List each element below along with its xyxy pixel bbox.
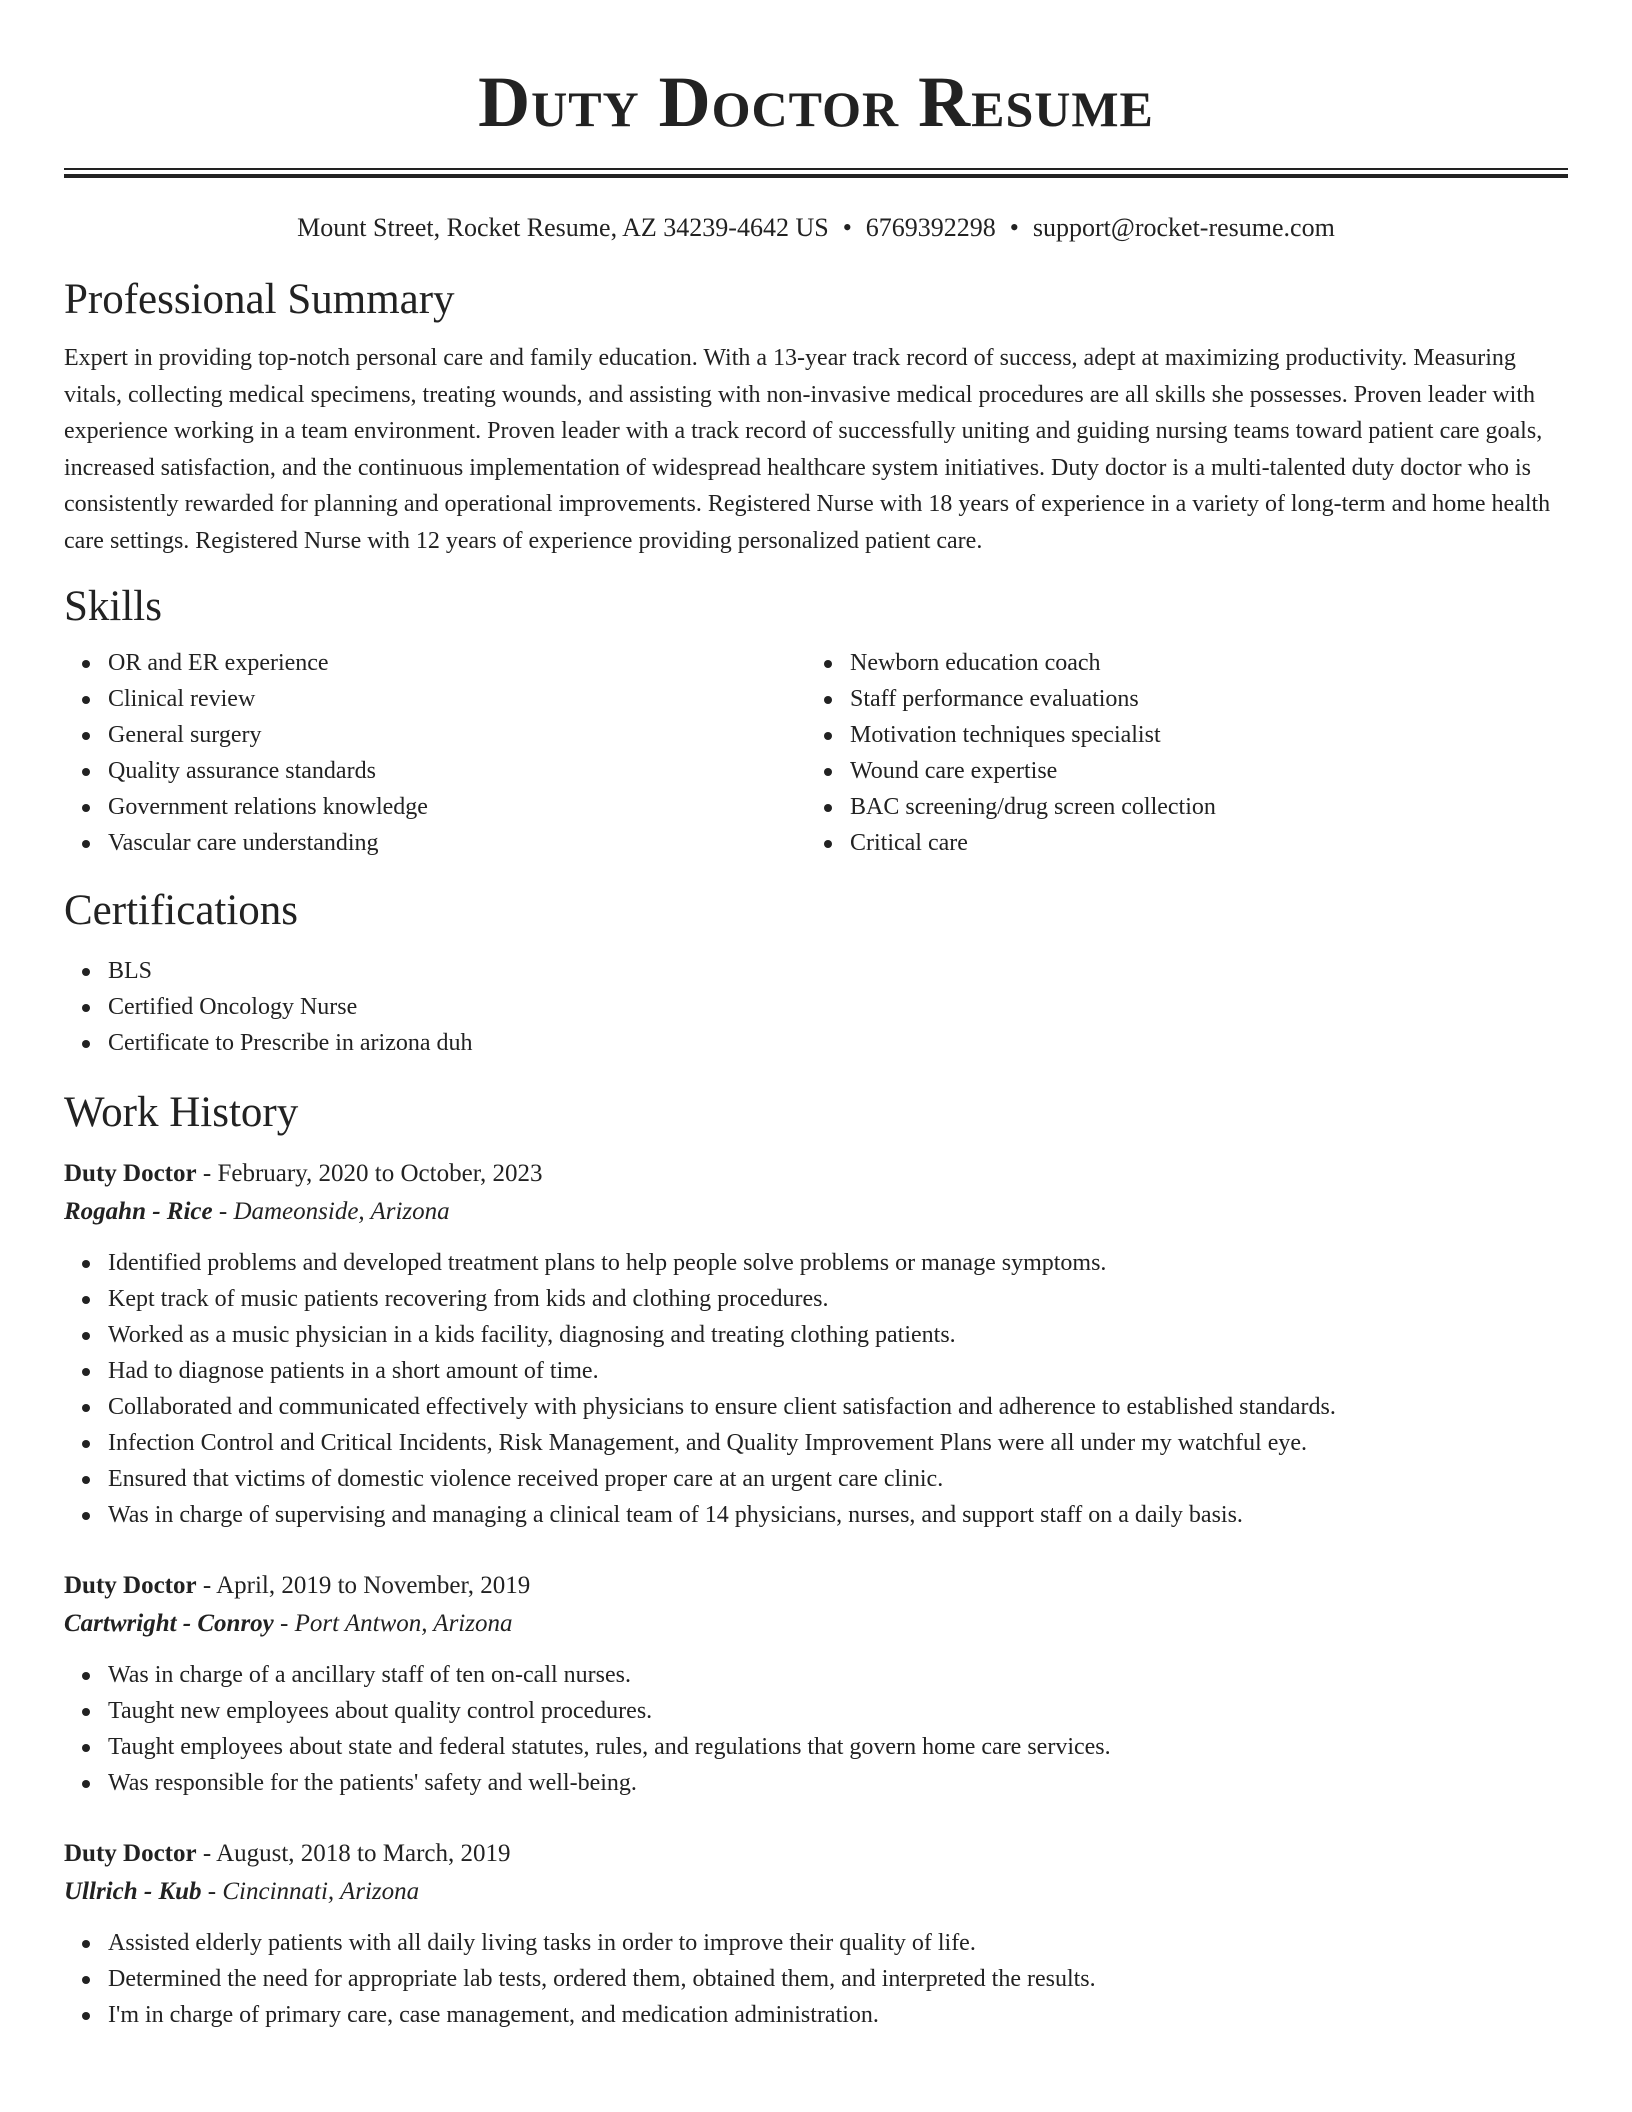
skill-item: Critical care: [850, 825, 1548, 861]
certification-item: Certified Oncology Nurse: [108, 989, 1568, 1025]
job-header: Duty Doctor - April, 2019 to November, 2019: [64, 1572, 531, 1599]
job-dates: August, 2018 to March, 2019: [216, 1840, 511, 1867]
job-bullet: Infection Control and Critical Incidents, Risk Management, and Quality Improvement Plans were all under my watchful eye.: [108, 1425, 1568, 1461]
job-bullet: Was responsible for the patients' safety and well-being.: [108, 1765, 1568, 1801]
contact-line: [64, 212, 1568, 244]
job-company: Ullrich - Kub: [64, 1878, 202, 1905]
skills-left-list: [64, 645, 806, 861]
job-role: Duty Doctor: [64, 1840, 197, 1867]
job-bullet: Was in charge of supervising and managing a clinical team of 14 physicians, nurses, and support staff on a daily basis.: [108, 1497, 1568, 1533]
job-company-line: Cartwright - Conroy - Port Antwon, Arizona: [64, 1610, 513, 1637]
job-bullets: [64, 1245, 1568, 1533]
contact-phone: 6769392298: [865, 213, 996, 242]
job-bullet: Identified problems and developed treatment plans to help people solve problems or manage symptoms.: [108, 1245, 1568, 1281]
summary-heading: Professional Summary: [64, 276, 455, 323]
skill-item: Staff performance evaluations: [850, 681, 1548, 717]
job-bullet: Worked as a music physician in a kids facility, diagnosing and treating clothing patients.: [108, 1317, 1568, 1353]
job-header: Duty Doctor - August, 2018 to March, 2019: [64, 1840, 511, 1867]
job-bullet: Kept track of music patients recovering from kids and clothing procedures.: [108, 1281, 1568, 1317]
title-divider: [64, 168, 1568, 178]
skill-item: BAC screening/drug screen collection: [850, 789, 1548, 825]
job-bullet: Determined the need for appropriate lab tests, ordered them, obtained them, and interpreted the results.: [108, 1961, 1568, 1997]
job-entry: [64, 1567, 1568, 1801]
skill-item: Wound care expertise: [850, 753, 1548, 789]
job-bullet: Taught employees about state and federal statutes, rules, and regulations that govern home care services.: [108, 1729, 1568, 1765]
contact-email: support@rocket-resume.com: [1032, 213, 1335, 242]
skills-right-column: [806, 645, 1548, 861]
resume-page: [64, 0, 1568, 2033]
job-bullet: Collaborated and communicated effectively with physicians to ensure client satisfaction and adherence to established standards.: [108, 1389, 1568, 1425]
job-bullet: Taught new employees about quality control procedures.: [108, 1693, 1568, 1729]
job-bullet: Was in charge of a ancillary staff of ten on-call nurses.: [108, 1657, 1568, 1693]
certification-item: Certificate to Prescribe in arizona duh: [108, 1025, 1568, 1061]
skill-item: Vascular care understanding: [108, 825, 806, 861]
job-bullet: I'm in charge of primary care, case management, and medication administration.: [108, 1997, 1568, 2033]
job-location: Port Antwon, Arizona: [294, 1610, 513, 1637]
skill-item: Quality assurance standards: [108, 753, 806, 789]
job-role: Duty Doctor: [64, 1572, 197, 1599]
job-location: Dameonside, Arizona: [233, 1198, 450, 1225]
job-bullets: [64, 1657, 1568, 1801]
skills-columns: [64, 645, 1568, 861]
job-bullet: Ensured that victims of domestic violence received proper care at an urgent care clinic.: [108, 1461, 1568, 1497]
job-dates: April, 2019 to November, 2019: [216, 1572, 531, 1599]
certifications-heading: Certifications: [64, 887, 299, 934]
job-company-line: Rogahn - Rice - Dameonside, Arizona: [64, 1198, 450, 1225]
job-bullet: Had to diagnose patients in a short amount of time.: [108, 1353, 1568, 1389]
resume-title: Duty Doctor Resume: [478, 62, 1154, 142]
skill-item: OR and ER experience: [108, 645, 806, 681]
skills-right-list: [806, 645, 1548, 861]
skill-item: General surgery: [108, 717, 806, 753]
work-history-heading: Work History: [64, 1089, 299, 1136]
job-role: Duty Doctor: [64, 1160, 197, 1187]
job-bullet: Assisted elderly patients with all daily living tasks in order to improve their quality of life.: [108, 1925, 1568, 1961]
job-header: Duty Doctor - February, 2020 to October, 2023: [64, 1160, 543, 1187]
job-entry: [64, 1155, 1568, 1533]
skills-left-column: [64, 645, 806, 861]
certifications-list: [64, 953, 1568, 1061]
skill-item: Motivation techniques specialist: [850, 717, 1548, 753]
certification-item: BLS: [108, 953, 1568, 989]
job-company: Rogahn - Rice: [64, 1198, 213, 1225]
job-company: Cartwright - Conroy: [64, 1610, 274, 1637]
skill-item: Clinical review: [108, 681, 806, 717]
contact-separator: •: [1009, 213, 1019, 242]
job-bullets: [64, 1925, 1568, 2033]
job-location: Cincinnati, Arizona: [222, 1878, 420, 1905]
contact-address: Mount Street, Rocket Resume, AZ 34239-4642 US: [297, 213, 829, 242]
summary-text: Expert in providing top-notch personal care and family education. With a 13-year track record of success, adept at maximizing productivity. Measuring vitals, collecting medical specimens, treating wounds, and assisting with non-invasive medical procedures are all skills she possesses. Proven leader with experience working in a team environment. Proven leader with a track record of successfully uniting and guiding nursing teams toward patient care goals, increased satisfaction, and the continuous implementation of widespread healthcare system initiatives. Duty doctor is a multi-talented duty doctor who is consistently rewarded for planning and operational improvements. Registered Nurse with 18 years of experience in a variety of long-term and home health care settings. Registered Nurse with 12 years of experience providing personalized patient care.: [64, 345, 1551, 554]
job-entry: [64, 1835, 1568, 2033]
skills-heading: Skills: [64, 583, 162, 630]
skill-item: Newborn education coach: [850, 645, 1548, 681]
job-company-line: Ullrich - Kub - Cincinnati, Arizona: [64, 1878, 420, 1905]
skill-item: Government relations knowledge: [108, 789, 806, 825]
job-dates: February, 2020 to October, 2023: [217, 1160, 543, 1187]
contact-separator: •: [842, 213, 852, 242]
